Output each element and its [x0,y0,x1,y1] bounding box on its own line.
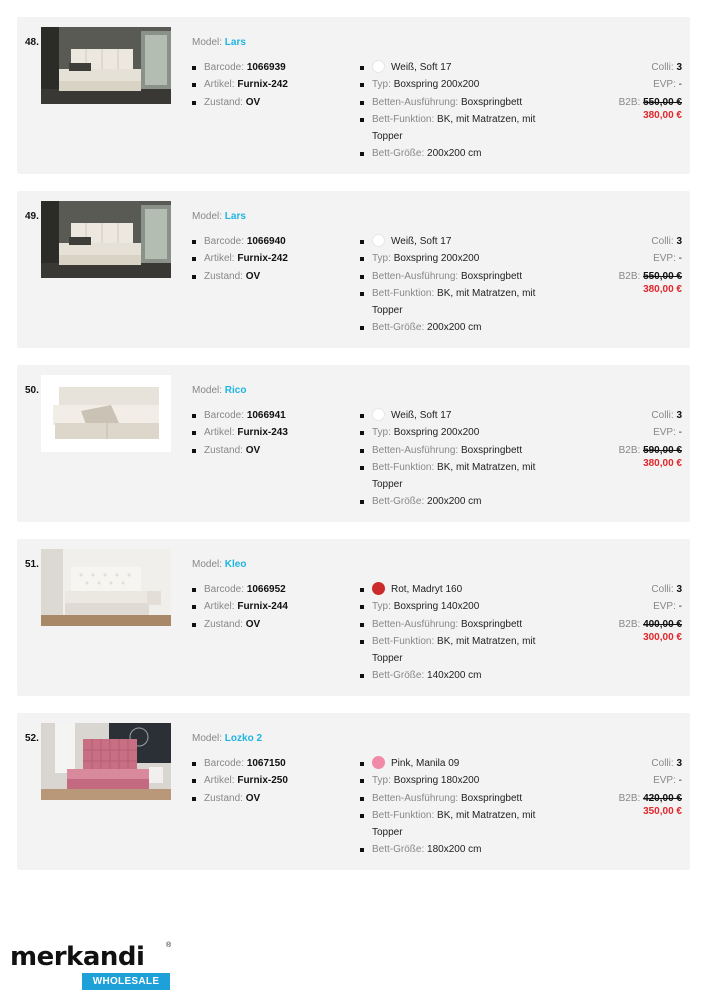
color-name-value: Pink, Manila 09 [391,758,460,769]
ausfuehrung-label: Betten-Ausführung: [372,618,459,630]
barcode-value: 1066939 [246,62,286,73]
funktion2-value: Topper [372,827,403,839]
item-number: 51. [25,559,39,570]
artikel-item [192,772,352,789]
artikel-item [192,76,352,93]
product-card [17,17,690,174]
zustand-label: Zustand: [204,618,243,630]
typ-item [360,76,540,93]
bright-room-bed-icon[interactable] [41,549,171,626]
evp-label: EVP: [653,775,676,787]
color-name-value: Weiß, Soft 17 [391,410,452,421]
funktion-label: Bett-Funktion: [372,461,435,473]
zustand-item [192,790,352,807]
evp-line [619,250,682,267]
color-item [360,233,540,250]
artikel-item [192,598,352,615]
funktion2-value: Topper [372,131,403,143]
artikel-label: Artikel: [204,427,235,439]
colli-value: 3 [676,758,682,769]
groesse-value: 200x200 cm [427,148,482,160]
identifier-list [192,59,352,111]
colli-line [619,755,682,772]
typ-item [360,772,540,789]
price-block [619,755,682,820]
zustand-item [192,268,352,285]
evp-line [619,424,682,441]
price-block [619,59,682,124]
barcode-item [192,581,352,598]
item-number: 52. [25,733,39,744]
typ-value: Boxspring 200x200 [393,79,480,91]
color-swatch-icon [372,582,385,595]
b2b-sale-price: 380,00 € [643,283,682,295]
artikel-label: Artikel: [204,79,235,91]
barcode-value: 1066941 [246,410,286,421]
colli-value: 3 [676,62,682,73]
product-list [17,17,690,887]
groesse-label: Bett-Größe: [372,670,425,682]
barcode-value: 1067150 [246,758,286,769]
identifier-list [192,581,352,633]
colli-line [619,407,682,424]
barcode-label: Barcode: [204,410,245,421]
model-label: Model: [192,559,223,570]
typ-value: Boxspring 200x200 [393,253,480,265]
evp-value: - [678,253,682,265]
barcode-value: 1066952 [246,584,286,595]
ausfuehrung-value: Boxspringbett [460,792,523,804]
colli-line [619,233,682,250]
zustand-value: OV [245,618,261,630]
zustand-value: OV [245,96,261,108]
evp-line [619,772,682,789]
ausfuehrung-item [360,442,540,459]
colli-value: 3 [676,584,682,595]
colli-line [619,59,682,76]
funktion-value: BK, mit Matratzen, mit [437,635,536,647]
ausfuehrung-item [360,268,540,285]
b2b-sale-price: 300,00 € [643,631,682,643]
spec-list [360,59,540,163]
model-name[interactable]: Rico [224,385,247,396]
price-block [619,407,682,472]
groesse-item [360,145,540,162]
artikel-value: Furnix-242 [237,79,288,91]
white-bed-icon[interactable] [41,375,171,452]
barcode-label: Barcode: [204,62,245,73]
typ-value: Boxspring 140x200 [393,601,480,613]
zustand-value: OV [245,792,261,804]
artikel-item [192,250,352,267]
product-card [17,191,690,348]
ausfuehrung-value: Boxspringbett [460,618,523,630]
artikel-label: Artikel: [204,775,235,787]
b2b-old-price: 590,00 € [643,444,682,456]
color-swatch-icon [372,60,385,73]
identifier-list [192,407,352,459]
funktion-value: BK, mit Matratzen, mit [437,113,536,125]
spec-list [360,407,540,511]
evp-label: EVP: [653,601,676,613]
barcode-item [192,233,352,250]
b2b-old-price: 400,00 € [643,618,682,630]
barcode-item [192,59,352,76]
barcode-item [192,407,352,424]
evp-value: - [678,427,682,439]
funktion-label: Bett-Funktion: [372,113,435,125]
colli-label: Colli: [651,410,674,421]
b2b-old-price: 420,00 € [643,792,682,804]
ausfuehrung-label: Betten-Ausführung: [372,270,459,282]
colli-label: Colli: [651,758,674,769]
evp-label: EVP: [653,253,676,265]
groesse-item [360,667,540,684]
funktion-label: Bett-Funktion: [372,287,435,299]
zustand-item [192,616,352,633]
zustand-value: OV [245,444,261,456]
funktion-value: BK, mit Matratzen, mit [437,809,536,821]
model-label: Model: [192,733,223,744]
color-name-value: Weiß, Soft 17 [391,236,452,247]
zustand-item [192,94,352,111]
groesse-item [360,841,540,858]
funktion2-value: Topper [372,479,403,491]
barcode-label: Barcode: [204,236,245,247]
color-name-value: Weiß, Soft 17 [391,62,452,73]
b2b-old-price: 550,00 € [643,96,682,108]
evp-value: - [678,79,682,91]
groesse-label: Bett-Größe: [372,496,425,508]
evp-line [619,76,682,93]
artikel-label: Artikel: [204,253,235,265]
b2b-label: B2B: [618,792,641,804]
model-label: Model: [192,37,223,48]
groesse-item [360,319,540,336]
b2b-sale-price: 350,00 € [643,805,682,817]
zustand-item [192,442,352,459]
ausfuehrung-value: Boxspringbett [460,96,523,108]
funktion-label: Bett-Funktion: [372,635,435,647]
evp-line [619,598,682,615]
funktion-item [360,111,540,146]
funktion-item [360,633,540,668]
artikel-value: Furnix-244 [237,601,288,613]
dark-room-bed-icon[interactable] [41,27,171,104]
color-item [360,59,540,76]
typ-item [360,250,540,267]
ausfuehrung-item [360,790,540,807]
item-number: 50. [25,385,39,396]
logo-wholesale-badge: WHOLESALE [82,973,170,990]
colli-label: Colli: [651,236,674,247]
artikel-value: Furnix-243 [237,427,288,439]
color-name-value: Rot, Madryt 160 [391,584,463,595]
typ-label: Typ: [372,79,391,91]
spec-list [360,581,540,685]
ausfuehrung-label: Betten-Ausführung: [372,792,459,804]
groesse-label: Bett-Größe: [372,844,425,856]
b2b-sale-price: 380,00 € [643,457,682,469]
dark-room-bed-icon[interactable] [41,201,171,278]
b2b-label: B2B: [618,96,641,108]
evp-value: - [678,775,682,787]
typ-item [360,598,540,615]
model-line [192,37,246,48]
barcode-label: Barcode: [204,584,245,595]
colli-label: Colli: [651,62,674,73]
model-label: Model: [192,385,223,396]
identifier-list [192,233,352,285]
artikel-item [192,424,352,441]
funktion2-value: Topper [372,653,403,665]
typ-value: Boxspring 200x200 [393,427,480,439]
groesse-item [360,493,540,510]
model-line [192,385,246,396]
zustand-value: OV [245,270,261,282]
funktion-item [360,807,540,842]
color-item [360,755,540,772]
logo-registered-mark: ® [166,942,172,949]
evp-value: - [678,601,682,613]
colli-line [619,581,682,598]
groesse-value: 180x200 cm [427,844,482,856]
model-name[interactable]: Lozko 2 [224,733,263,744]
funktion-label: Bett-Funktion: [372,809,435,821]
typ-label: Typ: [372,775,391,787]
barcode-value: 1066940 [246,236,286,247]
barcode-item [192,755,352,772]
identifier-list [192,755,352,807]
groesse-value: 140x200 cm [427,670,482,682]
color-swatch-icon [372,408,385,421]
zustand-label: Zustand: [204,792,243,804]
groesse-label: Bett-Größe: [372,148,425,160]
typ-value: Boxspring 180x200 [393,775,480,787]
artikel-value: Furnix-242 [237,253,288,265]
artikel-label: Artikel: [204,601,235,613]
logo-wordmark: merkandi [10,942,145,972]
spec-list [360,755,540,859]
model-line [192,211,246,222]
color-item [360,581,540,598]
funktion2-value: Topper [372,305,403,317]
typ-label: Typ: [372,253,391,265]
groesse-value: 200x200 cm [427,496,482,508]
artikel-value: Furnix-250 [237,775,288,787]
ausfuehrung-label: Betten-Ausführung: [372,96,459,108]
product-card [17,365,690,522]
color-swatch-icon [372,756,385,769]
b2b-label: B2B: [618,618,641,630]
model-label: Model: [192,211,223,222]
color-item [360,407,540,424]
evp-label: EVP: [653,79,676,91]
colli-value: 3 [676,236,682,247]
ausfuehrung-value: Boxspringbett [460,444,523,456]
product-card [17,539,690,696]
model-name[interactable]: Lars [224,211,246,222]
funktion-item [360,285,540,320]
typ-label: Typ: [372,601,391,613]
price-block [619,581,682,646]
product-card [17,713,690,870]
model-name[interactable]: Lars [224,37,246,48]
item-number: 48. [25,37,39,48]
funktion-value: BK, mit Matratzen, mit [437,461,536,473]
b2b-old-price: 550,00 € [643,270,682,282]
funktion-value: BK, mit Matratzen, mit [437,287,536,299]
ausfuehrung-value: Boxspringbett [460,270,523,282]
funktion-item [360,459,540,494]
color-swatch-icon [372,234,385,247]
ausfuehrung-label: Betten-Ausführung: [372,444,459,456]
typ-item [360,424,540,441]
merkandi-logo[interactable] [10,942,170,992]
groesse-label: Bett-Größe: [372,322,425,334]
model-line [192,733,262,744]
ausfuehrung-item [360,616,540,633]
zustand-label: Zustand: [204,270,243,282]
ausfuehrung-item [360,94,540,111]
colli-label: Colli: [651,584,674,595]
zustand-label: Zustand: [204,444,243,456]
price-block [619,233,682,298]
evp-label: EVP: [653,427,676,439]
model-name[interactable]: Kleo [224,559,247,570]
item-number: 49. [25,211,39,222]
b2b-label: B2B: [618,444,641,456]
b2b-label: B2B: [618,270,641,282]
groesse-value: 200x200 cm [427,322,482,334]
typ-label: Typ: [372,427,391,439]
b2b-sale-price: 380,00 € [643,109,682,121]
barcode-label: Barcode: [204,758,245,769]
pink-bed-icon[interactable] [41,723,171,800]
spec-list [360,233,540,337]
model-line [192,559,246,570]
colli-value: 3 [676,410,682,421]
zustand-label: Zustand: [204,96,243,108]
